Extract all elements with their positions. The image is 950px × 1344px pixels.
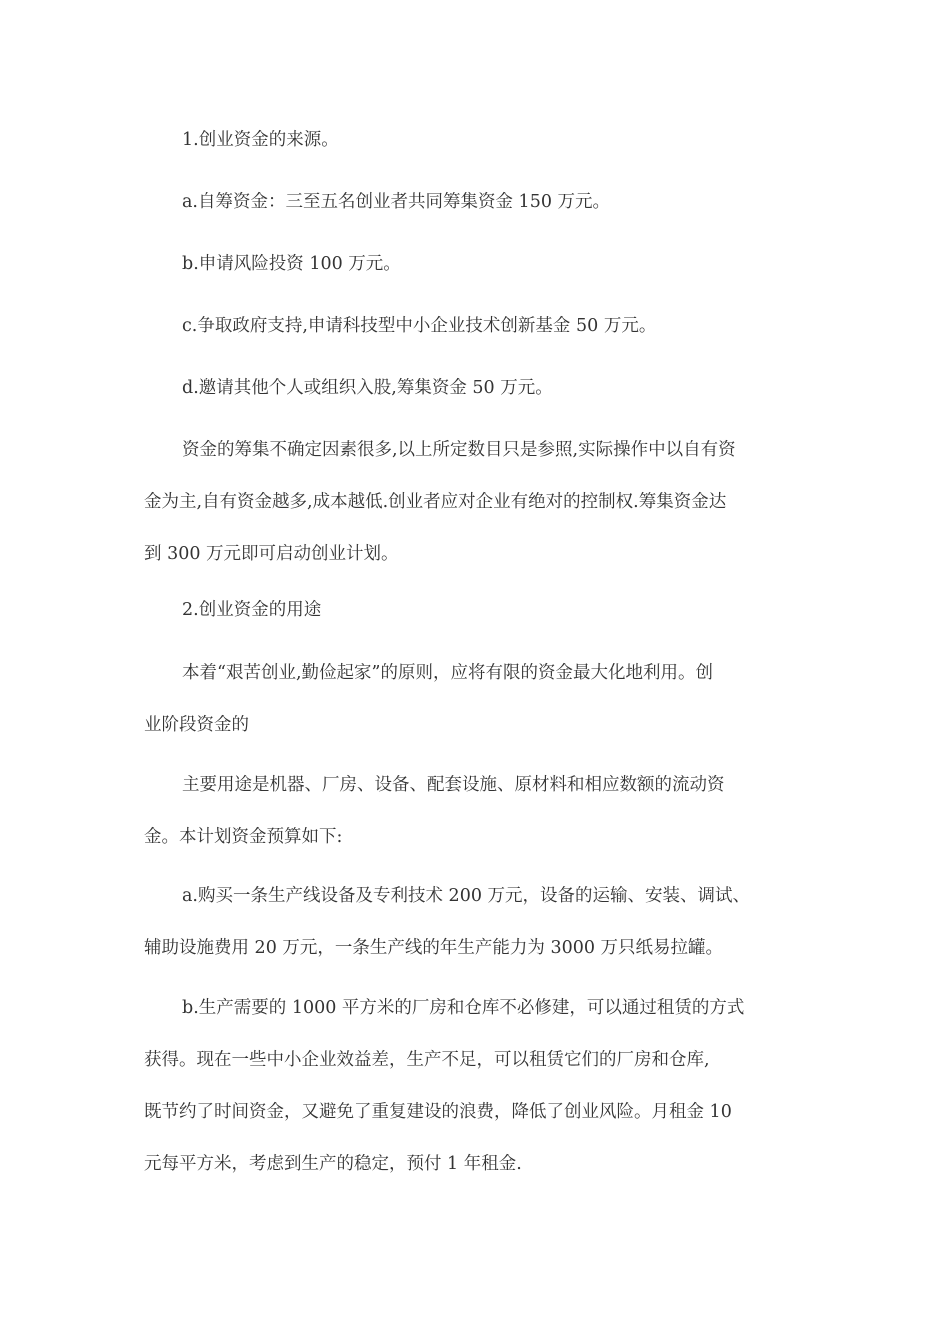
paragraph-factory-lease (144, 982, 804, 1190)
text-line: 元每平方米，考虑到生产的稳定，预付 1 年租金. (144, 1154, 522, 1174)
paragraph-uncertainty (144, 424, 804, 580)
text-line: 辅助设施费用 20 万元，一条生产线的年生产能力为 3000 万只纸易拉罐。 (144, 938, 724, 958)
text-line: 业阶段资金的 (144, 715, 249, 735)
paragraph-production-line (144, 870, 804, 974)
text-line: d.邀请其他个人或组织入股,筹集资金 50 万元。 (182, 378, 553, 398)
heading-funding-uses (144, 602, 804, 620)
paragraph-self-raised (144, 194, 804, 212)
text-line: 2.创业资金的用途 (182, 600, 322, 620)
text-line: a.购买一条生产线设备及专利技术 200 万元，设备的运输、安装、调试、 (182, 886, 751, 906)
text-line: 资金的筹集不确定因素很多,以上所定数目只是参照,实际操作中以自有资 (182, 440, 736, 460)
paragraph-venture-capital (144, 256, 804, 274)
text-line: b.生产需要的 1000 平方米的厂房和仓库不必修建，可以通过租赁的方式 (182, 998, 745, 1018)
paragraph-principle (144, 647, 804, 751)
text-line: 金为主,自有资金越多,成本越低.创业者应对企业有绝对的控制权.筹集资金达 (144, 492, 727, 512)
text-line: 到 300 万元即可启动创业计划。 (144, 544, 399, 564)
text-line: 金。本计划资金预算如下: (144, 827, 343, 847)
text-line: 主要用途是机器、厂房、设备、配套设施、原材料和相应数额的流动资 (182, 775, 725, 795)
text-line: b.申请风险投资 100 万元。 (182, 254, 401, 274)
text-line: a.自筹资金：三至五名创业者共同筹集资金 150 万元。 (182, 192, 611, 212)
text-line: 获得。现在一些中小企业效益差，生产不足，可以租赁它们的厂房和仓库, (144, 1050, 710, 1070)
text-line: 1.创业资金的来源。 (182, 130, 339, 150)
text-line: 本着“艰苦创业,勤俭起家”的原则，应将有限的资金最大化地利用。创 (182, 663, 713, 683)
paragraph-main-uses (144, 759, 804, 863)
text-line: c.争取政府支持,申请科技型中小企业技术创新基金 50 万元。 (182, 316, 657, 336)
heading-funding-sources (144, 132, 804, 150)
text-line: 既节约了时间资金，又避免了重复建设的浪费，降低了创业风险。月租金 10 (144, 1102, 732, 1122)
paragraph-investors (144, 380, 804, 398)
paragraph-government-support (144, 318, 804, 336)
